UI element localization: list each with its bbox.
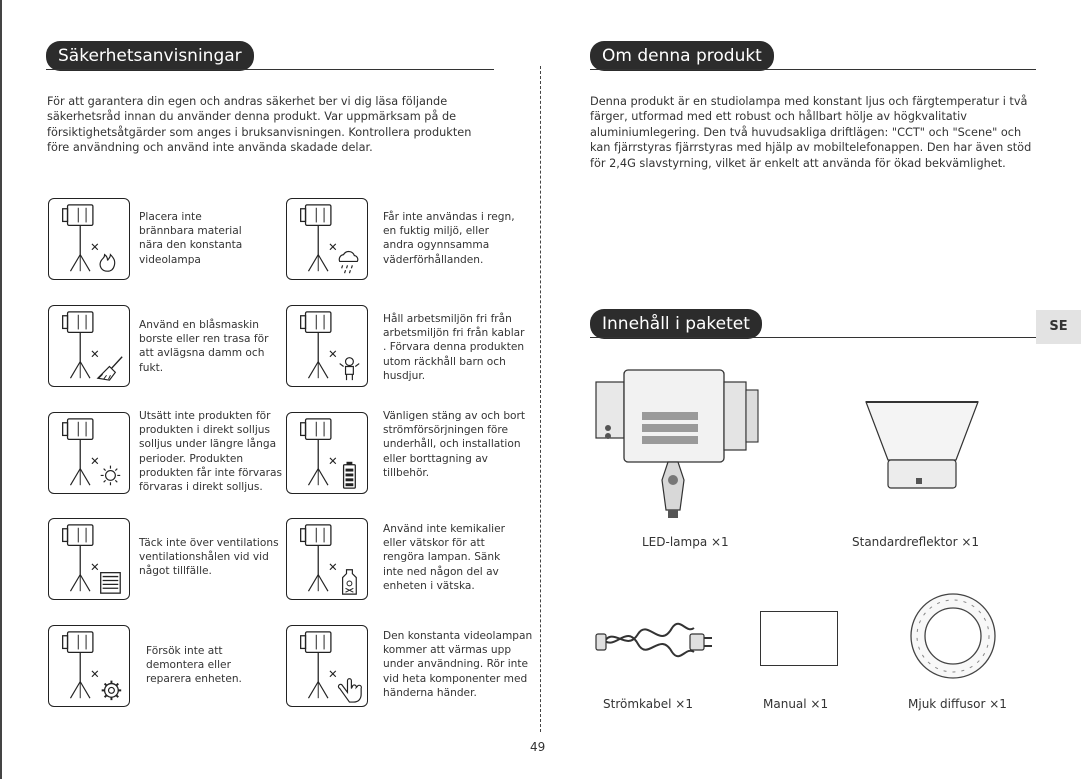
vent-grille-icon [49, 519, 129, 599]
child-icon [287, 306, 367, 386]
chemical-bottle-icon [287, 519, 367, 599]
warning-icon-box [48, 198, 130, 280]
warning-text: Får inte användas i regn, en fuktig miljö, eller andra ogynnsamma väderförhållanden. [383, 211, 515, 266]
about-heading-rule [590, 69, 1036, 70]
broom-icon [49, 306, 129, 386]
hand-icon [287, 626, 367, 706]
page-number: 49 [530, 740, 546, 754]
package-heading-rule [590, 337, 1036, 338]
led-lamp-image [588, 360, 773, 520]
column-divider [540, 66, 541, 732]
warning-text: Utsätt inte produkten för produkten i direkt solljus solljus under längre långa perioder. Produkten produkten får inte förvaras förvaras i direkt solljus. [139, 410, 282, 494]
rain-cloud-icon [287, 199, 367, 279]
warning-text: Försök inte att demontera eller reparera enheten. [146, 645, 242, 686]
reflector-image [860, 398, 985, 493]
item-caption: Strömkabel ×1 [603, 697, 693, 711]
power-cable-image [594, 612, 716, 672]
warning-icon-box [48, 518, 130, 600]
item-caption: Mjuk diffusor ×1 [908, 697, 1007, 711]
safety-intro: För att garantera din egen och andras säkerhet ber vi dig läsa följande säkerhetsråd innan du använder denna produkt. Var uppmärksam på de försiktighetsåtgärder som anges i bruksanvisningen. Kontrollera produkten före användning och använd inte använda skadade delar. [47, 95, 472, 155]
warning-text: Håll arbetsmiljön fri från arbetsmiljön fri från kablar . Förvara denna produkten utom räckhåll barn och husdjur. [383, 313, 525, 382]
sun-icon [49, 413, 129, 493]
warning-icon-box [286, 518, 368, 600]
battery-icon [287, 413, 367, 493]
fire-icon [49, 199, 129, 279]
safety-heading-rule [46, 69, 494, 70]
warning-text: Placera inte brännbara material nära den konstanta videolampa [139, 211, 243, 266]
warning-icon-box [48, 412, 130, 494]
warning-icon-box [286, 625, 368, 707]
warning-icon-box [286, 305, 368, 387]
warning-icon-box [286, 198, 368, 280]
item-caption: Standardreflektor ×1 [852, 535, 980, 549]
about-text: Denna produkt är en studiolampa med konstant ljus och färgtemperatur i två färger, utformad med ett robust och hållbart hölje av högkvalitativ aluminiumlegering. Den två huvudsakliga driftlägen: "CCT" och "Scene" och kan fjärrstyras fjärrstyras med hjälp av mobiltelefonappen. Den har även stöd för 2,4G slavstyrning, vilket är enkelt att använda för ökad bekvämlighet. [590, 95, 1032, 170]
item-caption: Manual ×1 [763, 697, 829, 711]
manual-image [760, 611, 838, 666]
warning-icon-box [48, 625, 130, 707]
about-heading: Om denna produkt [590, 41, 774, 71]
warning-text: Använd en blåsmaskin borste eller ren trasa för att avlägsna damm och fukt. [139, 319, 269, 374]
warning-text: Täck inte över ventilations ventilationshålen vid vid något tillfälle. [139, 537, 279, 578]
warning-text: Den konstanta videolampan kommer att värmas upp under användning. Rör inte vid heta komponenter med händerna händer. [383, 630, 533, 699]
gear-icon [49, 626, 129, 706]
warning-icon-box [286, 412, 368, 494]
warning-icon-box [48, 305, 130, 387]
item-caption: LED-lampa ×1 [642, 535, 729, 549]
page-left-edge [0, 0, 2, 779]
diffuser-image [898, 590, 1008, 682]
warning-text: Vänligen stäng av och bort strömförsörjningen före underhåll, och installation eller borttagning av tillbehör. [383, 410, 526, 479]
warning-text: Använd inte kemikalier eller vätskor för att rengöra lampan. Sänk inte ned någon del av enheten i vätska. [383, 523, 505, 592]
language-tab: SE [1036, 310, 1081, 344]
package-heading: Innehåll i paketet [590, 309, 762, 339]
safety-heading: Säkerhetsanvisningar [46, 41, 254, 71]
